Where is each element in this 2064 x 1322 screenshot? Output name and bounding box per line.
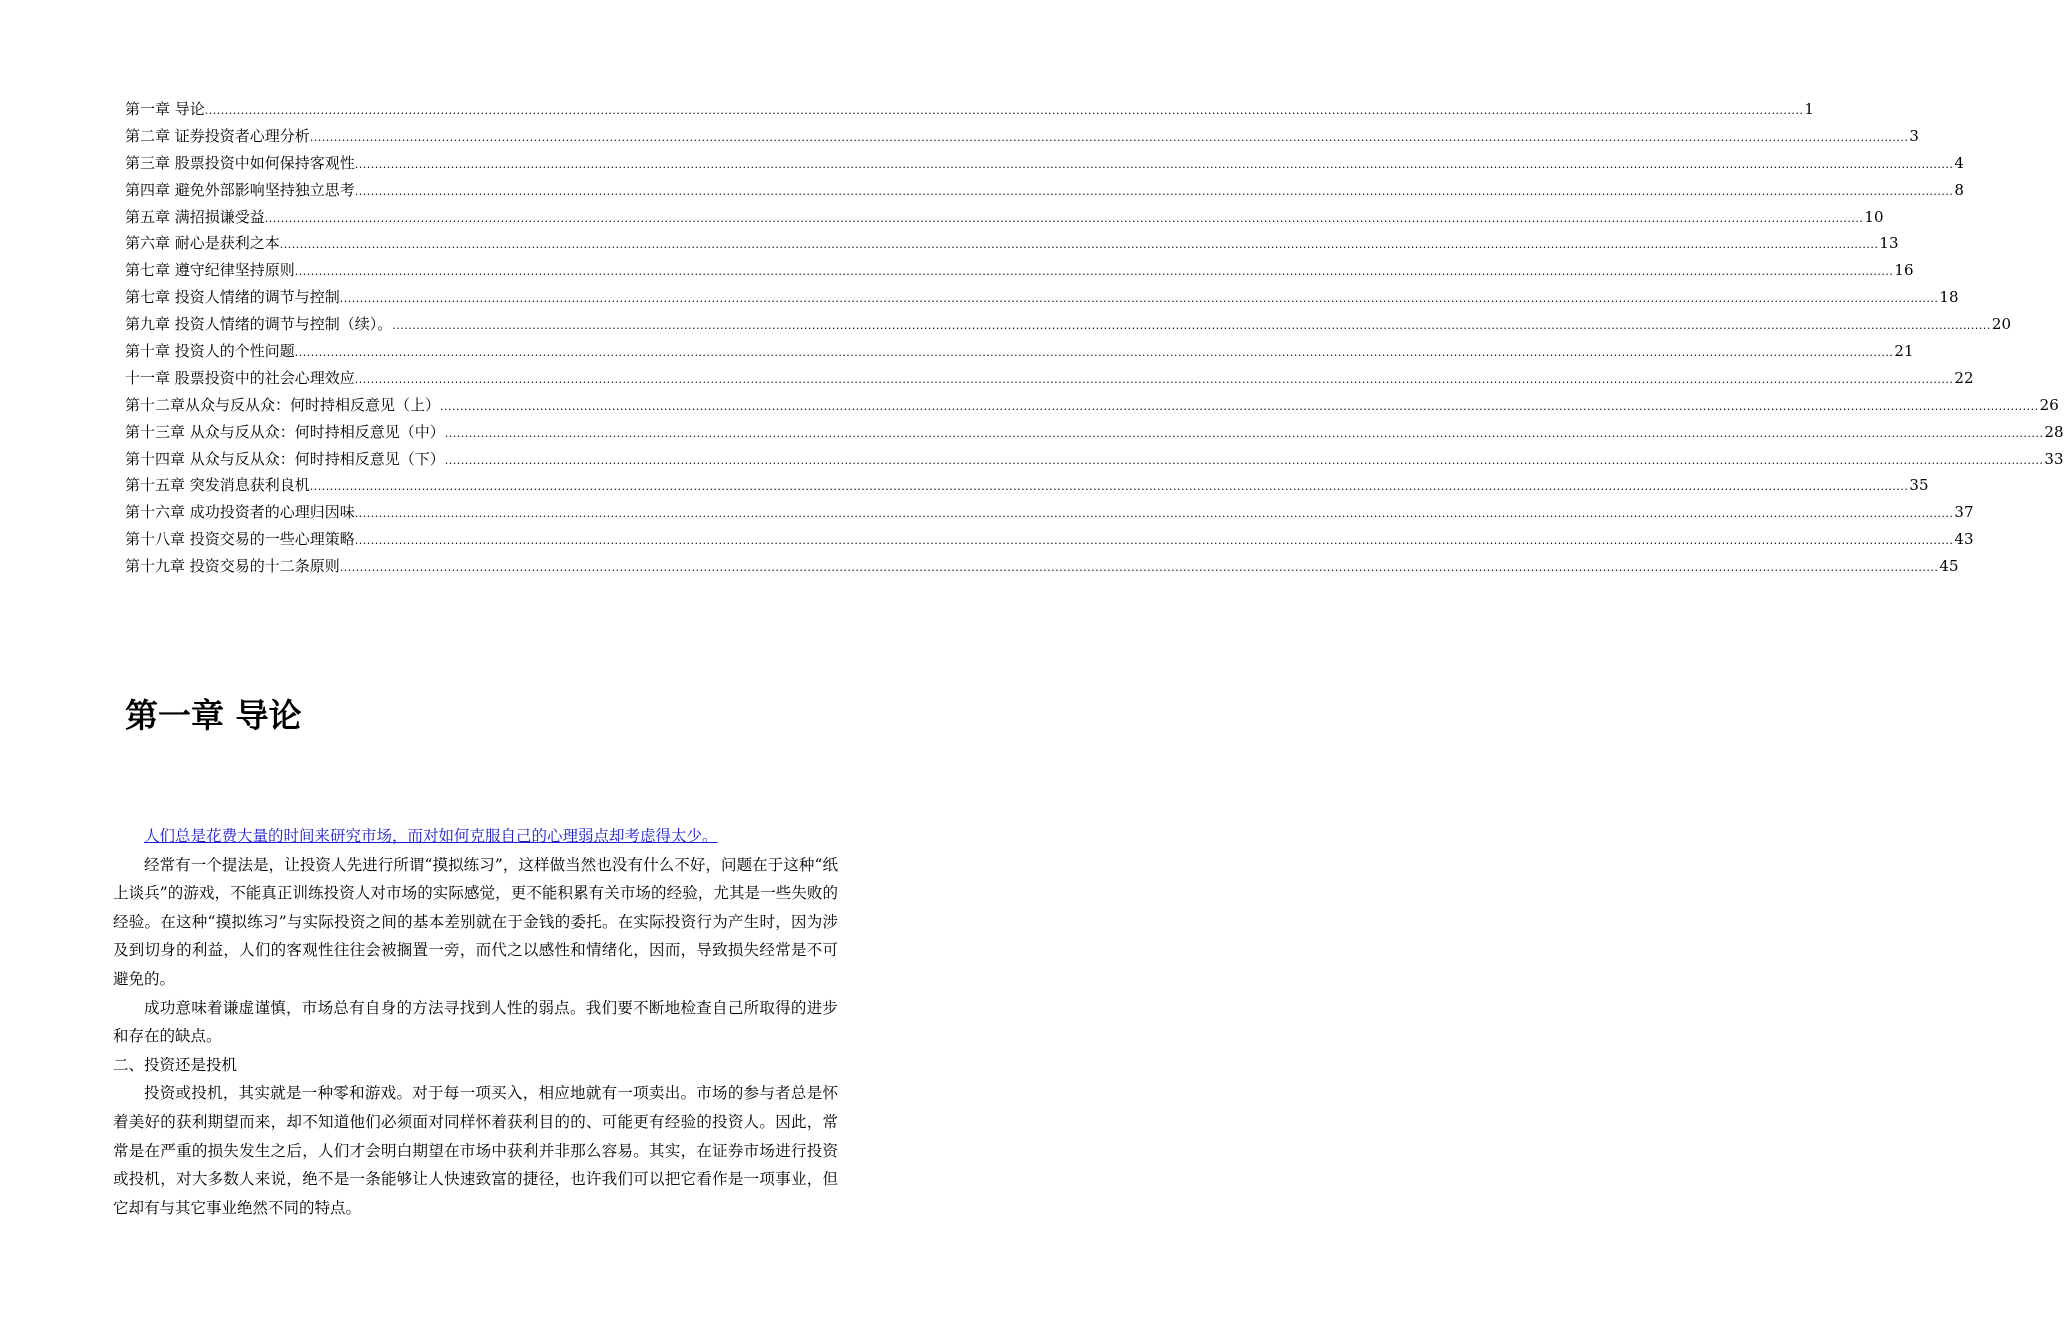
toc-entry[interactable] [125,230,1899,257]
toc-leader-dots: ................................................................................................................................................................................................................................................................................................................................................................................................................ [354,372,1954,386]
toc-entry[interactable] [125,472,1929,499]
toc-entry[interactable] [125,96,1814,123]
toc-entry[interactable] [125,284,1959,311]
toc-entry-title: 第六章 耐心是获利之本 [125,234,280,253]
toc-entry-title: 第十二章从众与反从众：何时持相反意见（上） [125,395,441,414]
toc-entry-page: 10 [1864,207,1884,226]
toc-entry-title: 第十章 投资人的个性问题 [125,342,295,361]
toc-entry[interactable] [125,553,1959,580]
toc-entry-title: 第十九章 投资交易的十二条原则 [125,557,340,576]
toc-leader-dots: ................................................................................................................................................................................................................................................................................................................................................................................................................ [354,184,1954,198]
toc-entry-page: 3 [1909,126,1919,145]
toc-entry-page: 45 [1939,557,1959,576]
toc-entry-page: 35 [1909,476,1929,495]
toc-leader-dots: ................................................................................................................................................................................................................................................................................................................................................................................................................ [444,453,2044,467]
toc-entry-title: 第十五章 突发消息获利良机 [125,476,310,495]
toc-leader-dots: ................................................................................................................................................................................................................................................................................................................................................................................................................ [294,265,1894,279]
toc-entry[interactable] [125,499,1974,526]
toc-entry[interactable] [125,446,2064,473]
toc-leader-dots: ................................................................................................................................................................................................................................................................................................................................................................................................................ [294,346,1894,360]
toc-entry-page: 18 [1939,288,1959,307]
intro-paragraph [113,822,838,851]
toc-entry[interactable] [125,204,1884,231]
toc-entry[interactable] [125,311,2012,338]
toc-leader-dots: ................................................................................................................................................................................................................................................................................................................................................................................................................ [444,426,2044,440]
toc-entry[interactable] [125,365,1974,392]
toc-entry-page: 8 [1954,180,1964,199]
body-paragraph: 成功意味着谦虚谨慎，市场总有自身的方法寻找到人性的弱点。我们要不断地检查自己所取得的进步和存在的缺点。 [113,998,838,1046]
toc-entry-title: 第二章 证券投资者心理分析 [125,126,310,145]
toc-leader-dots: ................................................................................................................................................................................................................................................................................................................................................................................................................ [204,104,1804,117]
chapter-title: 第一章 导论 [125,696,302,735]
section-heading: 二、投资还是投机 [113,1055,238,1074]
toc-entry-title: 第十六章 成功投资者的心理归因味 [125,503,355,522]
toc-entry-title: 第七章 遵守纪律坚持原则 [125,261,295,280]
toc-entry-page: 22 [1954,368,1974,387]
toc-leader-dots: ................................................................................................................................................................................................................................................................................................................................................................................................................ [440,399,2039,413]
toc-entry-page: 33 [2044,449,2064,468]
toc-entry[interactable] [125,257,1914,284]
toc-leader-dots: ................................................................................................................................................................................................................................................................................................................................................................................................................ [339,292,1939,306]
toc-entry-title: 第十四章 从众与反从众：何时持相反意见（下） [125,449,445,468]
toc-leader-dots: ................................................................................................................................................................................................................................................................................................................................................................................................................ [309,130,1909,144]
toc-entry-page: 26 [2039,395,2059,414]
toc-leader-dots: ................................................................................................................................................................................................................................................................................................................................................................................................................ [309,480,1909,494]
toc-entry-page: 37 [1954,503,1974,522]
body-paragraph: 经常有一个提法是，让投资人先进行所谓“摸拟练习”，这样做当然也没有什么不好，问题在于这种“纸上谈兵”的游戏，不能真正训练投资人对市场的实际感觉，更不能积累有关市场的经验，尤其是一些失败的经验。在这种“摸拟练习”与实际投资之间的基本差别就在于金钱的委托。在实际投资行为产生时，因为涉及到切身的利益，人们的客观性往往会被搁置一旁，而代之以感性和情绪化，因而，导致损失经常是不可避免的。 [113,855,838,988]
toc-entry-title: 十一章 股票投资中的社会心理效应 [125,368,355,387]
toc-entry[interactable] [125,123,1919,150]
toc-entry-title: 第七章 投资人情绪的调节与控制 [125,288,340,307]
toc-leader-dots: ................................................................................................................................................................................................................................................................................................................................................................................................................ [264,211,1864,225]
toc-entry-title: 第一章 导论 [125,100,205,118]
toc-entry-page: 4 [1954,153,1964,172]
toc-entry-page: 43 [1954,530,1974,549]
intro-link[interactable]: 人们总是花费大量的时间来研究市场，而对如何克服自己的心理弱点却考虑得太少。 [144,827,718,845]
chapter-body [113,822,838,1222]
toc-entry[interactable] [125,338,1914,365]
toc-entry-title: 第十八章 投资交易的一些心理策略 [125,530,355,549]
toc-entry-title: 第五章 满招损谦受益 [125,207,265,226]
table-of-contents [125,96,2064,580]
toc-entry[interactable] [125,150,1964,177]
body-paragraph: 投资或投机，其实就是一种零和游戏。对于每一项买入，相应地就有一项卖出。市场的参与者总是怀着美好的获利期望而来，却不知道他们必须面对同样怀着获利目的的、可能更有经验的投资人。因此，常常是在严重的损失发生之后，人们才会明白期望在市场中获利并非那么容易。其实，在证券市场进行投资或投机，对大多数人来说，绝不是一条能够让人快速致富的捷径，也许我们可以把它看作是一项事业，但它却有与其它事业绝然不同的特点。 [113,1084,838,1217]
toc-leader-dots: ................................................................................................................................................................................................................................................................................................................................................................................................................ [339,561,1939,575]
toc-entry-title: 第十三章 从众与反从众：何时持相反意见（中） [125,422,445,441]
toc-entry-title: 第九章 投资人情绪的调节与控制（续）。 [125,315,393,334]
toc-leader-dots: ................................................................................................................................................................................................................................................................................................................................................................................................................ [279,238,1879,252]
toc-entry-page: 1 [1804,100,1814,118]
toc-entry[interactable] [125,526,1974,553]
toc-entry-title: 第三章 股票投资中如何保持客观性 [125,153,355,172]
toc-entry-page: 16 [1894,261,1914,280]
toc-entry-page: 28 [2044,422,2064,441]
toc-entry-page: 20 [1991,315,2012,334]
toc-entry-title: 第四章 避免外部影响坚持独立思考 [125,180,355,199]
toc-leader-dots: ................................................................................................................................................................................................................................................................................................................................................................................................................ [392,319,1991,333]
toc-entry[interactable] [125,177,1964,204]
toc-entry[interactable] [125,419,2064,446]
toc-leader-dots: ................................................................................................................................................................................................................................................................................................................................................................................................................ [354,157,1954,171]
toc-entry-page: 21 [1894,342,1914,361]
toc-entry[interactable] [125,392,2059,419]
toc-leader-dots: ................................................................................................................................................................................................................................................................................................................................................................................................................ [354,507,1954,521]
toc-entry-page: 13 [1879,234,1899,253]
toc-leader-dots: ................................................................................................................................................................................................................................................................................................................................................................................................................ [354,534,1954,548]
